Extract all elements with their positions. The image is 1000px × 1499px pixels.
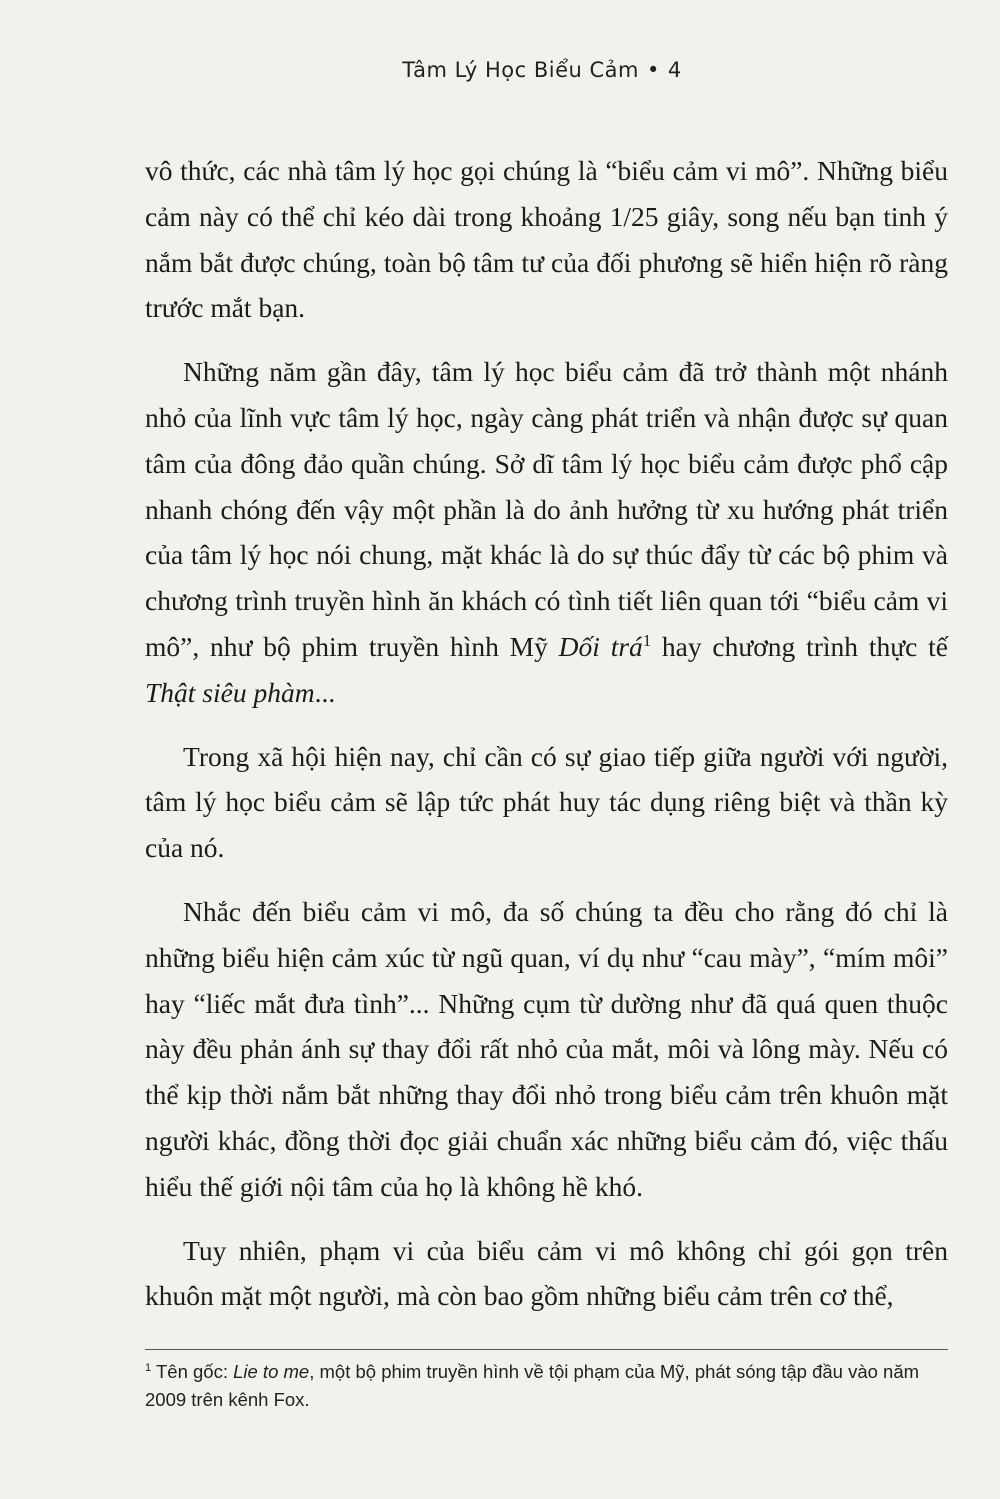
show-title-2: Thật siêu phàm [145, 676, 315, 708]
running-header [42, 58, 1000, 82]
footnote-original-title: Lie to me [233, 1361, 310, 1382]
book-title: Tâm Lý Học Biểu Cảm [402, 58, 639, 82]
paragraph-2-text: Những năm gần đây, tâm lý học biểu cảm đã trở thành một nhánh nhỏ của lĩnh vực tâm lý học, ngày càng phát triển và nhận được sự quan tâm của đông đảo quần chúng. Sở dĩ tâm lý học biểu cảm được phổ cập nhanh chóng đến vậy một phần là do ảnh hưởng từ xu hướng phát triển của tâm lý học nói chung, mặt khác là do sự thúc đẩy từ các bộ phim và chương trình truyền hình ăn khách có tình tiết liên quan tới “biểu cảm vi mô”, như bộ phim truyền hình Mỹ [145, 356, 948, 662]
footnote-text: , một bộ phim truyền hình về tội phạm của Mỹ, phát sóng tập đầu vào năm 2009 trên kênh Fox. [145, 1361, 920, 1410]
paragraph-2-end: ... [314, 676, 336, 708]
page-number: 4 [667, 58, 682, 82]
footnote-divider [145, 1349, 948, 1350]
show-title-1: Dối trá [558, 630, 643, 662]
footnote-mark: 1 [145, 1361, 152, 1374]
header-separator: • [646, 58, 660, 82]
paragraph-4: Nhắc đến biểu cảm vi mô, đa số chúng ta đều cho rằng đó chỉ là những biểu hiện cảm xúc từ ngũ quan, ví dụ như “cau mày”, “mím môi” hay “liếc mắt đưa tình”... Những cụm từ dường như đã quá quen thuộc này đều phản ánh sự thay đổi rất nhỏ của mắt, môi và lông mày. Nếu có thể kịp thời nắm bắt những thay đổi nhỏ trong biểu cảm trên khuôn mặt người khác, đồng thời đọc giải chuẩn xác những biểu cảm đó, việc thấu hiểu thế giới nội tâm của họ là không hề khó. [145, 895, 948, 1202]
paragraph-3: Trong xã hội hiện nay, chỉ cần có sự giao tiếp giữa người với người, tâm lý học biểu cảm sẽ lập tức phát huy tác dụng riêng biệt và thần kỳ của nó. [145, 740, 948, 864]
paragraph-5: Tuy nhiên, phạm vi của biểu cảm vi mô không chỉ gói gọn trên khuôn mặt một người, mà còn bao gồm những biểu cảm trên cơ thể, [145, 1234, 948, 1312]
footnote-reference: 1 [642, 630, 652, 650]
paragraph-2 [145, 349, 948, 715]
footnote-prefix: Tên gốc: [151, 1361, 234, 1382]
paragraph-2-mid: hay chương trình thực tế [651, 630, 948, 662]
body-text [145, 148, 948, 1337]
footnote [145, 1358, 948, 1414]
paragraph-1: vô thức, các nhà tâm lý học gọi chúng là “biểu cảm vi mô”. Những biểu cảm này có thể chỉ kéo dài trong khoảng 1/25 giây, song nếu bạn tinh ý nắm bắt được chúng, toàn bộ tâm tư của đối phương sẽ hiển hiện rõ ràng trước mắt bạn. [145, 155, 948, 324]
